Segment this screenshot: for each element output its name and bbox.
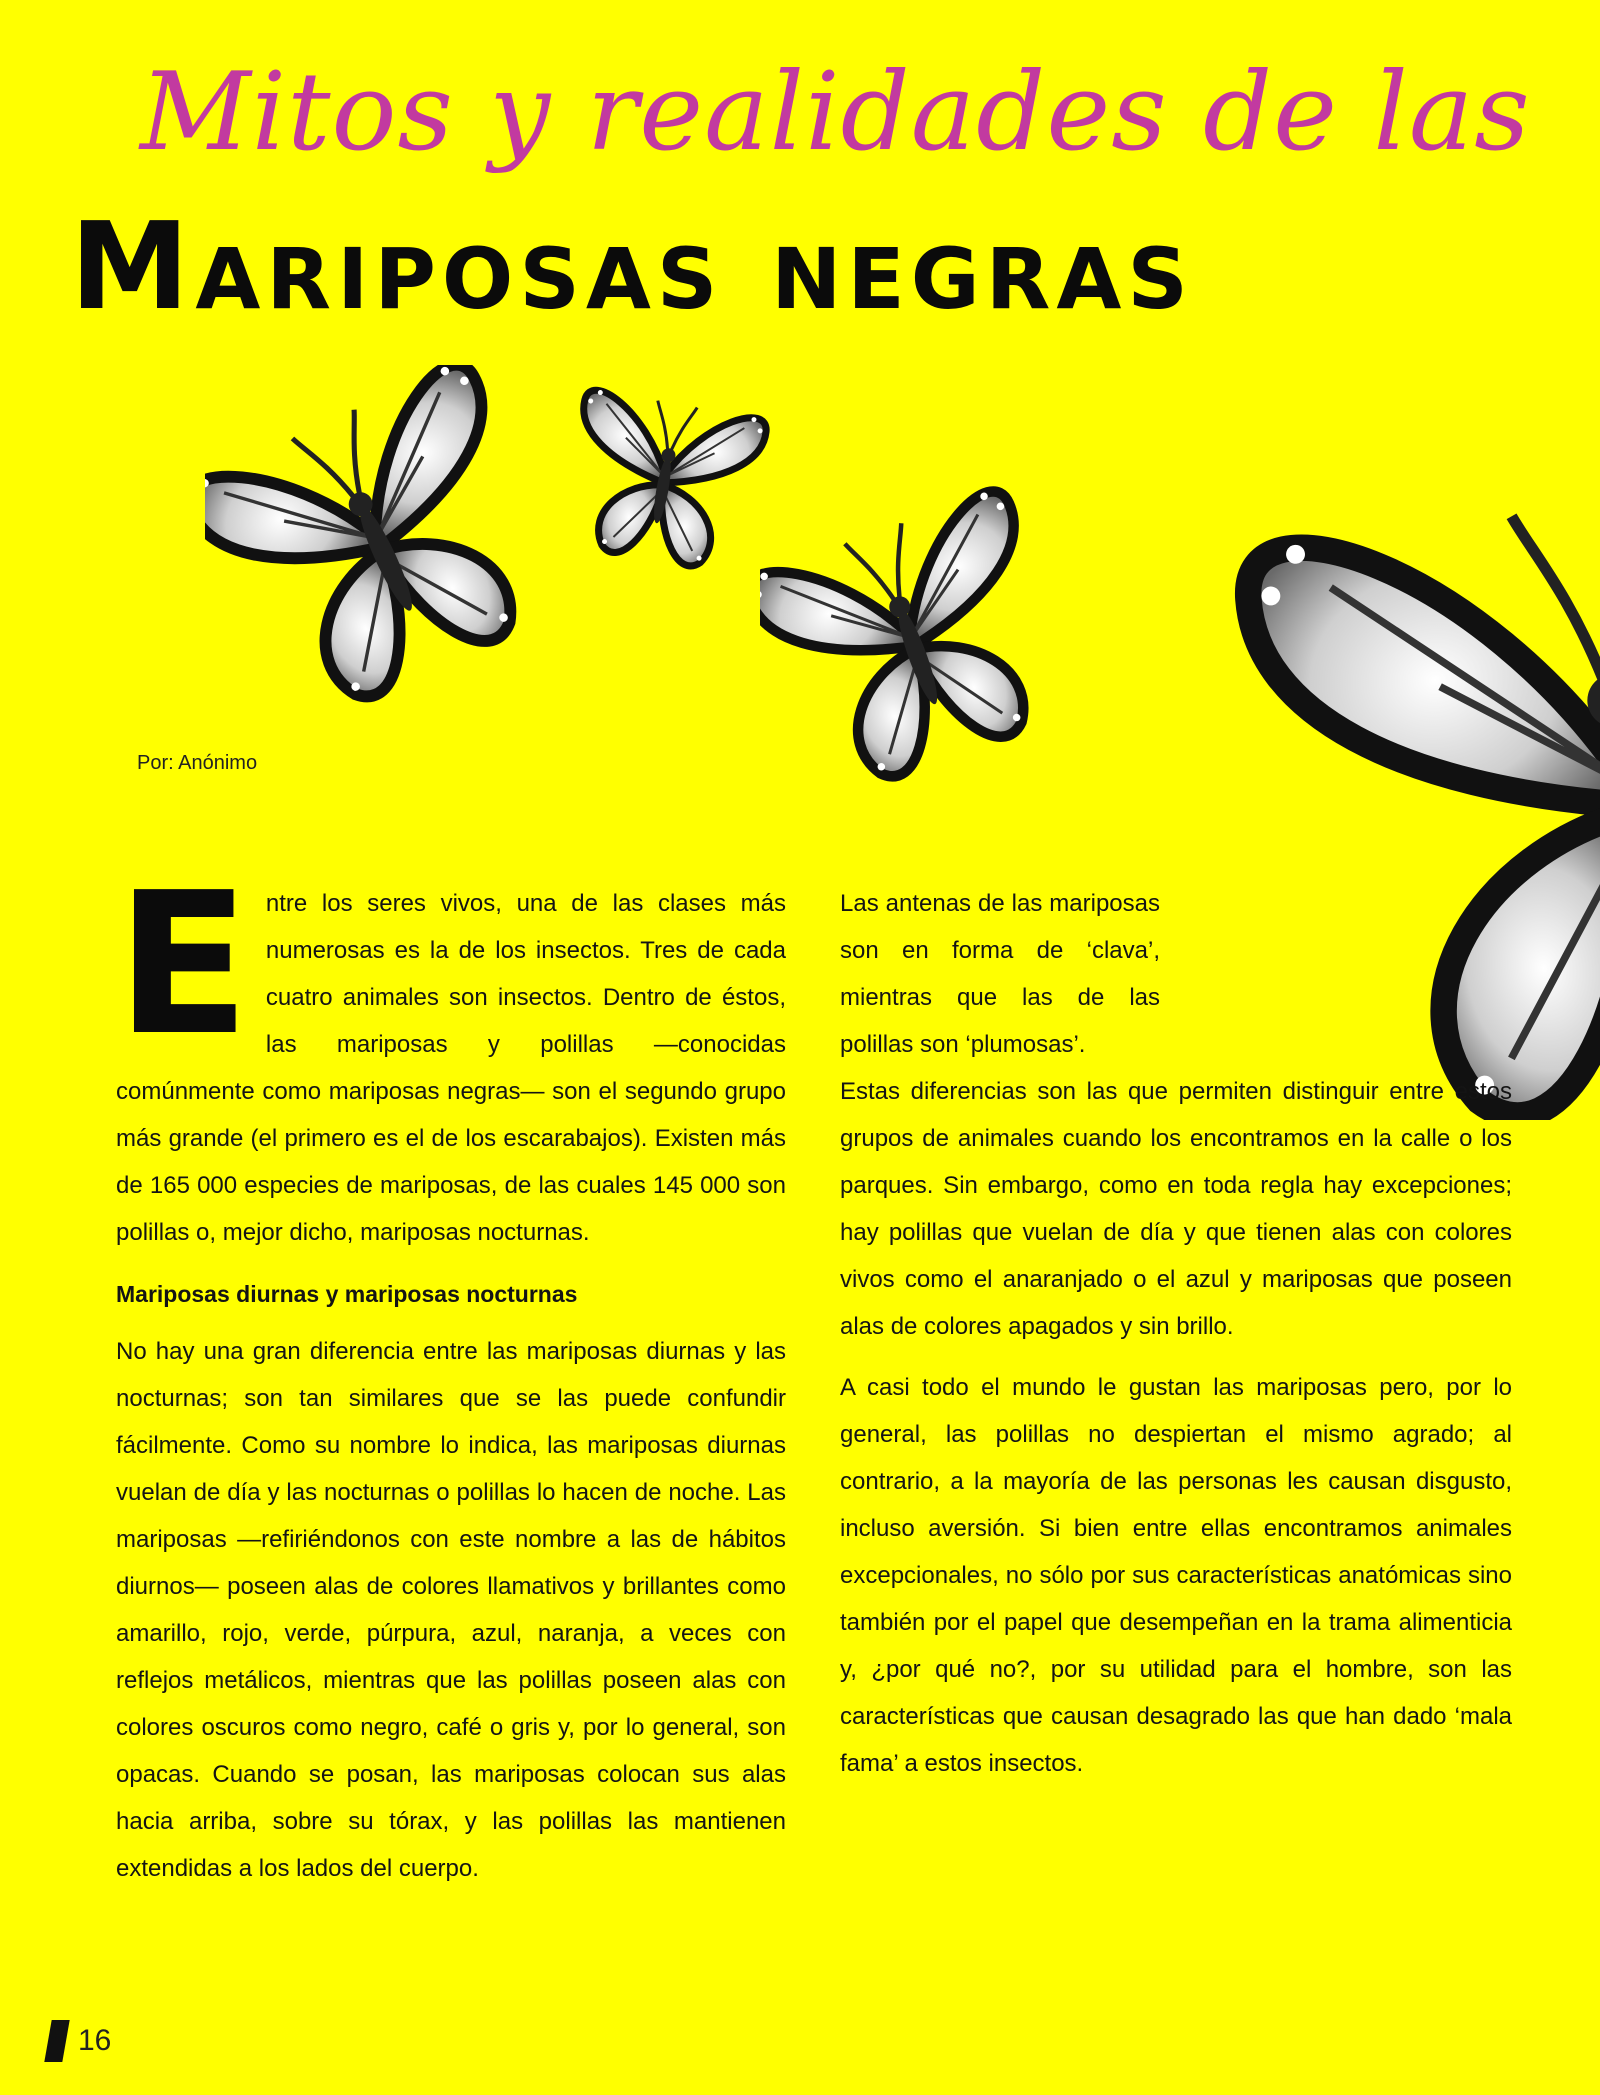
section-heading: Mariposas diurnas y mariposas nocturnas (116, 1281, 578, 1307)
body-paragraph: A casi todo el mundo le gustan las mariposas pero, por lo general, las polillas no despiertan el mismo agrado; al contrario, a la mayoría de las personas les causan disgusto, incluso aversión. Si bien entre ellas encontramos animales excepcionales, no sólo por sus características anatómicas sino también por el papel que desempeñan en la trama alimenticia y, ¿por qué no?, por su utilidad para el hombre, son las características que causan desagrado las que han dado ‘mala fama’ a estos insectos. (840, 1374, 1512, 1777)
title-script-line: Mitos y realidades de las (140, 50, 1531, 175)
page-number-bar (44, 2020, 69, 2062)
page-number (48, 2020, 111, 2062)
intro-paragraph: ntre los seres vivos, una de las clases más numerosas es la de los insectos. Tres de cada cuatro animales son insectos. Dentro de éstos, las mariposas y polillas —conocidas comúnmente como mariposas negras— son el segundo grupo más grande (el primero es el de los escarabajos). Existen más de 165 000 especies de mariposas, de las cuales 145 000 son polillas o, mejor dicho, mariposas nocturnas. (116, 890, 786, 1246)
dropcap: E (116, 851, 250, 1079)
page-number-text: 16 (78, 2024, 112, 2057)
byline: Por: Anónimo (137, 752, 258, 774)
butterfly-icon (540, 375, 790, 575)
body-paragraph: No hay una gran diferencia entre las mariposas diurnas y las nocturnas; son tan similares que se las puede confundir fácilmente. Como su nombre lo indica, las mariposas diurnas vuelan de día y las nocturnas o polillas lo hacen de noche. Las mariposas —refiriéndonos con este nombre a las de hábitos diurnos— poseen alas de colores llamativos y brillantes como amarillo, rojo, verde, púrpura, azul, naranja, a veces con reflejos metálicos, mientras que las polillas poseen alas con colores oscuros como negro, café o gris y, por lo general, son opacas. Cuando se posan, las mariposas colocan sus alas hacia arriba, sobre su tórax, y las polillas las mantienen extendidas a los lados del cuerpo. (116, 1338, 786, 1882)
body-paragraph: Las antenas de las mariposas son en forma de ‘clava’, mientras que las de las polillas son ‘plumosas’. (840, 890, 1160, 1058)
article-column-right (840, 880, 1512, 1787)
butterfly-icon (205, 365, 545, 705)
butterfly-icon (760, 455, 1060, 815)
page-title: Mariposas negras (70, 198, 1194, 337)
body-paragraph: Estas diferencias son las que permiten distinguir entre estos grupos de animales cuando los encontramos en la calle o los parques. Sin embargo, como en toda regla hay excepciones; hay polillas que vuelan de día y que tienen alas con colores vivos como el anaranjado o el azul y mariposas que poseen alas de colores apagados y sin brillo. (840, 1078, 1512, 1340)
article-column-left (116, 851, 786, 1892)
